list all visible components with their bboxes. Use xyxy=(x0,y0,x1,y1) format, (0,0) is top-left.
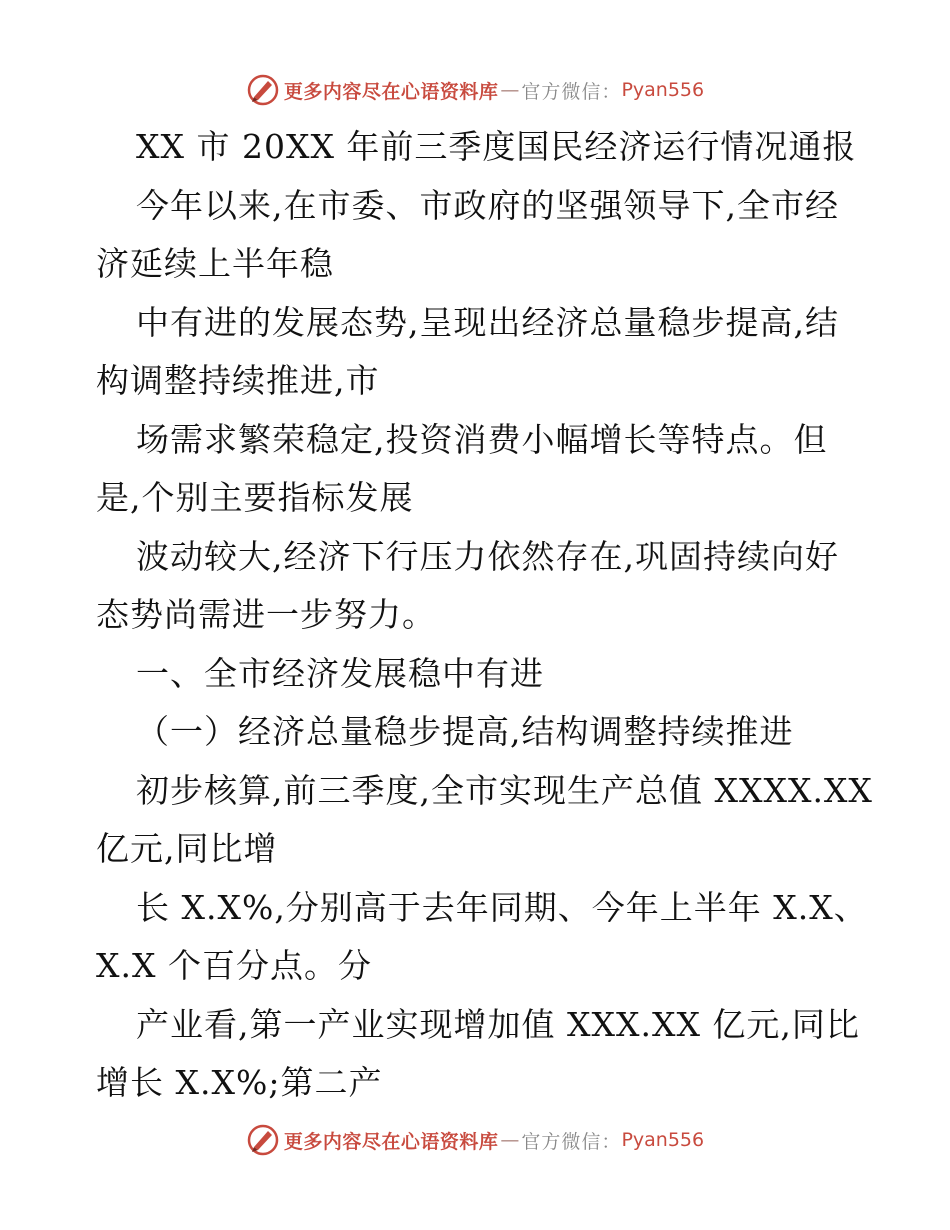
text-line: 今年以来,在市委、市政府的坚强领导下,全市经 xyxy=(136,185,839,225)
text-line: 初步核算,前三季度,全市实现生产总值 XXXX.XX xyxy=(136,770,873,810)
text-line: 态势尚需进一步努力。 xyxy=(96,595,436,634)
watermark-wechat-id: Pyan556 xyxy=(621,79,705,101)
document-title: XX 市 20XX 年前三季度国民经济运行情况通报 xyxy=(136,127,857,166)
watermark-wechat-id: Pyan556 xyxy=(621,1129,705,1151)
watermark-header xyxy=(0,72,950,108)
watermark-footer xyxy=(0,1122,950,1158)
text-line: 亿元,同比增 xyxy=(96,829,278,868)
watermark-main-text: 更多内容尽在心语资料库 xyxy=(283,80,499,103)
text-line: 波动较大,经济下行压力依然存在,巩固持续向好 xyxy=(136,536,839,576)
text-line: 济延续上半年稳 xyxy=(96,244,334,283)
subsection-heading: （一）经济总量稳步提高,结构调整持续推进 xyxy=(136,712,794,751)
brand-logo-icon xyxy=(246,1123,280,1157)
watermark-main-text: 更多内容尽在心语资料库 xyxy=(283,1130,499,1153)
text-line: 构调整持续推进,市 xyxy=(96,361,380,400)
text-line: 增长 X.X%;第二产 xyxy=(96,1063,383,1102)
text-line: 中有进的发展态势,呈现出经济总量稳步提高,结 xyxy=(136,302,839,342)
brand-logo-icon xyxy=(246,73,280,107)
document-body xyxy=(96,118,873,1113)
watermark-official-label: 官方微信： xyxy=(521,80,622,103)
text-line: X.X 个百分点。分 xyxy=(96,946,372,985)
text-line: 长 X.X%,分别高于去年同期、今年上半年 X.X、 xyxy=(136,887,868,927)
watermark-separator: — xyxy=(500,1129,520,1151)
text-line: 是,个别主要指标发展 xyxy=(96,478,414,517)
watermark-official-label: 官方微信： xyxy=(521,1130,622,1153)
section-heading: 一、全市经济发展稳中有进 xyxy=(136,653,544,693)
text-line: 产业看,第一产业实现增加值 XXX.XX 亿元,同比 xyxy=(136,1004,860,1044)
watermark-separator: — xyxy=(500,79,520,101)
text-line: 场需求繁荣稳定,投资消费小幅增长等特点。但 xyxy=(136,419,828,459)
